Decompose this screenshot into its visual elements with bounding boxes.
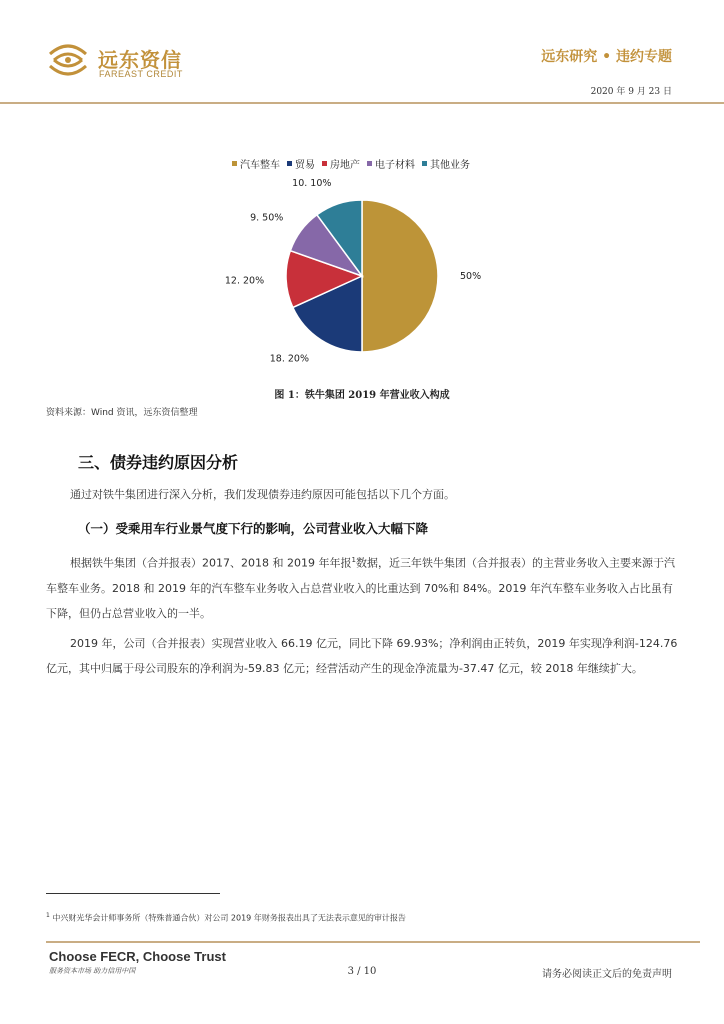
- pie-data-label: 18. 20%: [269, 353, 309, 365]
- subsection-title: （一）受乘用车行业景气度下行的影响，公司营业收入大幅下降: [78, 521, 429, 536]
- pie-data-label: 10. 10%: [292, 177, 332, 189]
- footnote-ref[interactable]: 1: [351, 556, 356, 564]
- source-note: 资料来源：Wind 资讯，远东资信整理: [46, 408, 198, 418]
- legend-label: 电子材料: [375, 160, 415, 171]
- chart-legend: [232, 156, 470, 171]
- legend-label: 贸易: [295, 160, 315, 171]
- legend-swatch: [322, 161, 327, 166]
- legend-swatch: [367, 161, 372, 166]
- pie-slice: [362, 200, 438, 352]
- figure-caption: 图 1：铁牛集团 2019 年营业收入构成: [274, 390, 450, 401]
- section-title: 三、债券违约原因分析: [78, 453, 239, 472]
- footer-slogan: Choose FECR, Choose Trust: [49, 949, 226, 964]
- intro-paragraph: 通过对铁牛集团进行深入分析，我们发现债券违约原因可能包括以下几个方面。: [70, 488, 455, 501]
- pie-data-label: 12. 20%: [224, 275, 265, 287]
- paragraph-financials: 2019 年，公司（合并报表）实现营业收入 66.19 亿元，同比下降 69.93%；净利润由正转负，2019 年实现净利润-124.76 亿元，其中归属于母公司股东的净利润为-59.83 亿元；经营活动产生的现金净流量为-37.47 亿元，较 2018 年继续扩大。: [46, 637, 678, 675]
- legend-item: [422, 156, 470, 171]
- legend-swatch: [232, 161, 237, 166]
- revenue-pie-chart: [224, 177, 482, 365]
- page-number: 3 / 10: [347, 966, 377, 977]
- p1-text-b: 数据，近三年铁牛集团（合并报表）的主营业务收入主要来源于汽车整车业务。2018 和 2019 年的汽车整车业务收入占总营业收入的比重达到 70%和 84%。2019 年汽车整车业务收入占比虽有下降，但仍占总营业收入的一半。: [46, 556, 675, 620]
- header-divider: [0, 102, 724, 104]
- p1-text-a: 根据铁牛集团（合并报表）2017、2018 和 2019 年年报: [70, 556, 352, 570]
- brand-name-cn: 远东资信: [98, 48, 182, 72]
- fareast-logo-icon: [44, 40, 92, 80]
- legend-item: [232, 156, 280, 171]
- disclaimer-note: 请务必阅读正文后的免责声明: [542, 969, 672, 980]
- footer-subslogan: 服务资本市场 助力信用中国: [49, 967, 136, 975]
- footnote: [46, 912, 406, 924]
- footnote-text: 中兴财光华会计师事务所（特殊普通合伙）对公司 2019 年财务报表出具了无法表示意见的审计报告: [52, 913, 406, 923]
- legend-swatch: [422, 161, 427, 166]
- legend-label: 汽车整车: [240, 160, 280, 171]
- footnote-divider: [46, 893, 220, 894]
- report-series-title: 远东研究 • 违约专题: [541, 49, 672, 65]
- footer-divider: [46, 941, 700, 943]
- legend-item: [367, 156, 415, 171]
- brand-name-en: FAREAST CREDIT: [99, 69, 183, 79]
- legend-label: 其他业务: [430, 160, 470, 171]
- paragraph-revenue-structure: [46, 548, 678, 626]
- footnote-marker: 1: [46, 912, 50, 919]
- legend-label: 房地产: [330, 160, 360, 171]
- report-date: 2020 年 9 月 23 日: [590, 87, 672, 97]
- legend-item: [287, 156, 315, 171]
- legend-swatch: [287, 161, 292, 166]
- legend-item: [322, 156, 360, 171]
- pie-data-label: 9. 50%: [250, 212, 284, 224]
- pie-data-label: 50%: [460, 271, 482, 282]
